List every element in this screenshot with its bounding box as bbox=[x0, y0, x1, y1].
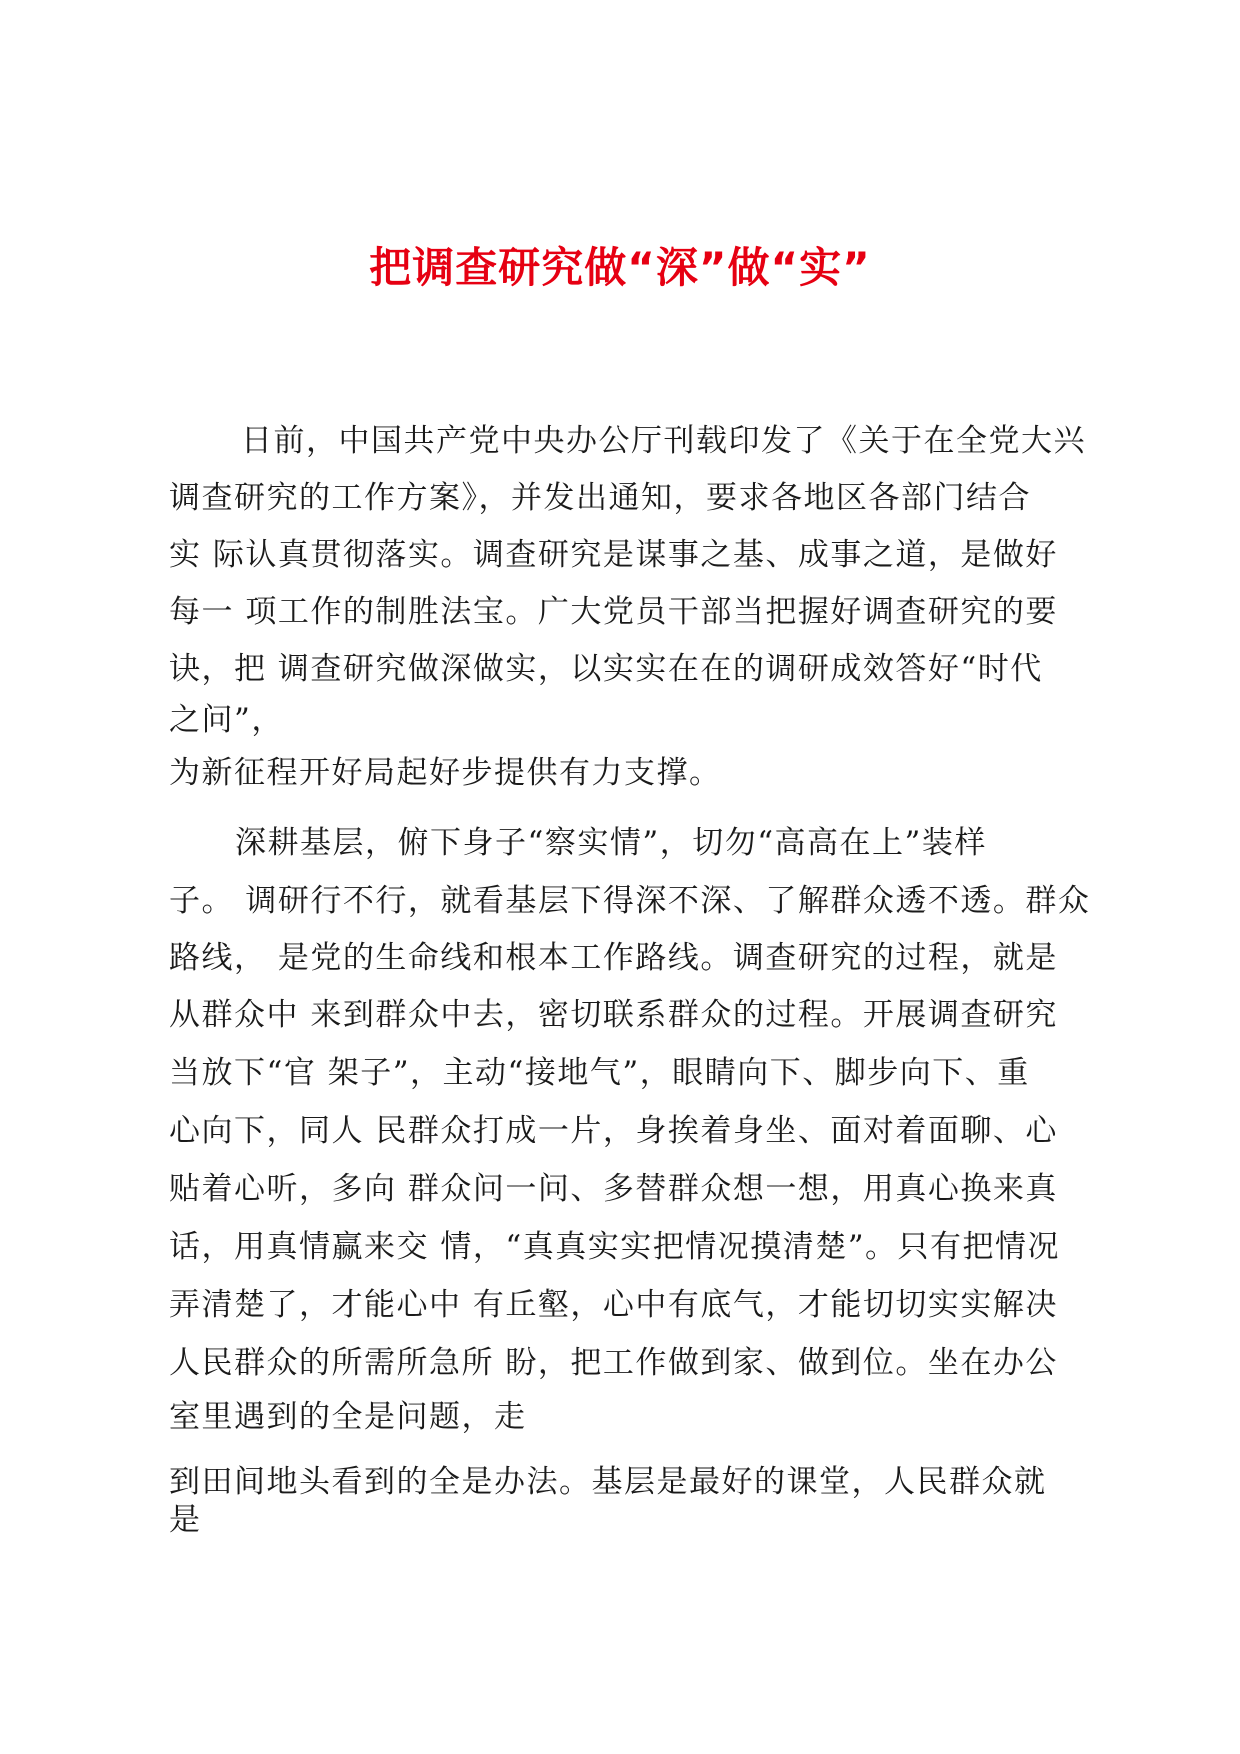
paragraph-line: 弄清楚了，才能心中 有丘壑，心中有底气，才能切切实实解决 bbox=[169, 1287, 1058, 1323]
paragraph-line: 调查研究的工作方案》，并发出通知，要求各地区各部门结合 bbox=[169, 480, 1031, 516]
paragraph-line: 为新征程开好局起好步提供有力支撑。 bbox=[169, 755, 722, 791]
paragraph-line: 人民群众的所需所急所 盼，把工作做到家、做到位。坐在办公 bbox=[169, 1345, 1058, 1381]
paragraph-line: 路线， 是党的生命线和根本工作路线。调查研究的过程，就是 bbox=[169, 940, 1058, 976]
paragraph-line: 到田间地头看到的全是办法。基层是最好的课堂，人民群众就 bbox=[169, 1464, 1047, 1500]
paragraph-line: 实 际认真贯彻落实。调查研究是谋事之基、成事之道，是做好 bbox=[169, 537, 1058, 573]
paragraph-line: 之问”， bbox=[169, 702, 284, 738]
paragraph-line: 室里遇到的全是问题，走 bbox=[169, 1399, 527, 1435]
document-title: 把调查研究做“深”做“实” bbox=[369, 243, 871, 292]
paragraph-line: 当放下“官 架子”，主动“接地气”，眼睛向下、脚步向下、重 bbox=[169, 1055, 1030, 1091]
paragraph-line: 贴着心听，多向 群众问一问、多替群众想一想，用真心换来真 bbox=[169, 1171, 1058, 1207]
paragraph-line: 从群众中 来到群众中去，密切联系群众的过程。开展调查研究 bbox=[169, 997, 1058, 1033]
paragraph-line: 每一 项工作的制胜法宝。广大党员干部当把握好调查研究的要 bbox=[169, 594, 1058, 630]
paragraph-line: 话，用真情赢来交 情，“真真实实把情况摸清楚”。只有把情况 bbox=[169, 1229, 1061, 1265]
paragraph-line: 心向下，同人 民群众打成一片，身挨着身坐、面对着面聊、心 bbox=[169, 1113, 1058, 1149]
paragraph-line: 子。 调研行不行，就看基层下得深不深、了解群众透不透。群众 bbox=[169, 883, 1091, 919]
paragraph-line: 日前，中国共产党中央办公厅刊载印发了《关于在全党大兴 bbox=[241, 423, 1086, 459]
paragraph-line: 是 bbox=[169, 1502, 202, 1538]
paragraph-line: 深耕基层，俯下身子“察实情”，切勿“高高在上”装样 bbox=[235, 825, 987, 861]
paragraph-line: 诀，把 调查研究做深做实，以实实在在的调研成效答好“时代 bbox=[169, 651, 1043, 687]
